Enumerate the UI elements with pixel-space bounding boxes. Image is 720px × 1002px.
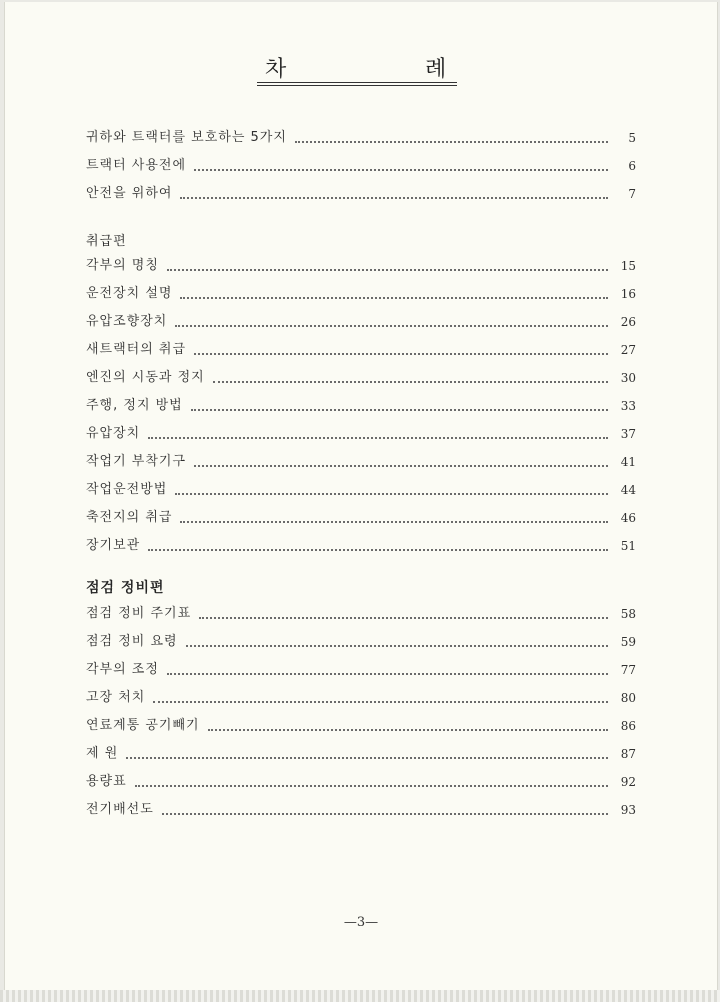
toc-entry-label: 각부의 명칭 bbox=[86, 258, 159, 273]
toc-entry-page: 41 bbox=[620, 455, 636, 469]
dot-leader bbox=[208, 729, 608, 731]
toc-entry bbox=[86, 714, 636, 734]
toc-entry-label: 트랙터 사용전에 bbox=[86, 158, 187, 173]
toc-entry-page: 37 bbox=[620, 427, 636, 441]
dot-leader bbox=[153, 701, 608, 703]
dot-leader bbox=[167, 269, 608, 271]
toc-entry bbox=[86, 182, 636, 202]
toc-entry-page: 92 bbox=[620, 775, 636, 789]
dot-leader bbox=[148, 437, 608, 439]
toc-entry bbox=[86, 422, 636, 442]
dot-leader bbox=[162, 813, 608, 815]
toc-entry-page: 46 bbox=[620, 511, 636, 525]
toc-entry-label: 고장 처치 bbox=[86, 690, 146, 705]
toc-entry bbox=[86, 366, 636, 386]
dot-leader bbox=[186, 645, 608, 647]
toc-entry bbox=[86, 478, 636, 498]
toc-entry-label: 점검 정비 요령 bbox=[86, 634, 178, 649]
toc-entry bbox=[86, 282, 636, 302]
toc-entry bbox=[86, 686, 636, 706]
title-underline-double bbox=[257, 85, 457, 86]
toc-entry-page: 44 bbox=[620, 483, 636, 497]
dot-leader bbox=[194, 169, 608, 171]
toc-entry-page: 86 bbox=[620, 719, 636, 733]
document-page bbox=[4, 2, 718, 990]
toc-entry bbox=[86, 602, 636, 622]
toc-entry-page: 30 bbox=[620, 371, 636, 385]
toc-entry-label: 엔진의 시동과 정지 bbox=[86, 370, 205, 385]
toc-entry-page: 16 bbox=[620, 287, 636, 301]
toc-entry-label: 연료계통 공기빼기 bbox=[86, 718, 200, 733]
section-heading: 취급편 bbox=[86, 234, 127, 249]
dot-leader bbox=[126, 757, 608, 759]
title-char-2: 례 bbox=[425, 57, 447, 82]
dot-leader bbox=[194, 353, 608, 355]
toc-entry-page: 26 bbox=[620, 315, 636, 329]
dot-leader bbox=[175, 325, 608, 327]
toc-entry-page: 5 bbox=[628, 131, 636, 145]
toc-entry bbox=[86, 338, 636, 358]
toc-entry-page: 87 bbox=[620, 747, 636, 761]
page-footer-number: —3— bbox=[343, 915, 379, 930]
toc-entry bbox=[86, 310, 636, 330]
dot-leader bbox=[191, 409, 608, 411]
dot-leader bbox=[175, 493, 608, 495]
toc-entry-label: 유압조향장치 bbox=[86, 314, 168, 329]
toc-entry bbox=[86, 534, 636, 554]
toc-entry-page: 6 bbox=[628, 159, 636, 173]
toc-entry bbox=[86, 506, 636, 526]
toc-entry bbox=[86, 154, 636, 174]
toc-entry-label: 각부의 조정 bbox=[86, 662, 159, 677]
toc-entry bbox=[86, 630, 636, 650]
toc-entry bbox=[86, 742, 636, 762]
dot-leader bbox=[135, 785, 608, 787]
title-char-1: 차 bbox=[265, 57, 287, 82]
toc-entry-label: 축전지의 취급 bbox=[86, 510, 173, 525]
toc-entry-page: 51 bbox=[620, 539, 636, 553]
toc-entry bbox=[86, 450, 636, 470]
toc-entry-label: 제 원 bbox=[86, 746, 119, 761]
toc-entry-page: 7 bbox=[628, 187, 636, 201]
dot-leader bbox=[194, 465, 608, 467]
toc-entry-label: 작업기 부착기구 bbox=[86, 454, 187, 469]
toc-entry bbox=[86, 126, 636, 146]
toc-entry-label: 점검 정비 주기표 bbox=[86, 606, 192, 621]
dot-leader bbox=[295, 141, 608, 143]
toc-title bbox=[257, 52, 457, 86]
toc-entry-page: 33 bbox=[620, 399, 636, 413]
toc-entry-page: 77 bbox=[620, 663, 636, 677]
dot-leader bbox=[180, 521, 608, 523]
toc-entry-label: 귀하와 트랙터를 보호하는 5가지 bbox=[86, 130, 287, 145]
toc-entry bbox=[86, 394, 636, 414]
toc-entry-label: 장기보관 bbox=[86, 538, 141, 553]
toc-entry-label: 새트랙터의 취급 bbox=[86, 342, 187, 357]
scan-edge bbox=[0, 990, 720, 1002]
dot-leader bbox=[148, 549, 608, 551]
section-heading: 점검 정비편 bbox=[86, 580, 165, 596]
toc-entry-page: 93 bbox=[620, 803, 636, 817]
title-underline bbox=[257, 82, 457, 83]
dot-leader bbox=[180, 297, 608, 299]
dot-leader bbox=[167, 673, 608, 675]
toc-entry bbox=[86, 254, 636, 274]
toc-entry-label: 전기배선도 bbox=[86, 802, 154, 817]
dot-leader bbox=[199, 617, 608, 619]
toc-entry-label: 안전을 위하여 bbox=[86, 186, 173, 201]
toc-entry bbox=[86, 658, 636, 678]
toc-entry-label: 용량표 bbox=[86, 774, 127, 789]
toc-entry-page: 15 bbox=[620, 259, 636, 273]
toc-entry bbox=[86, 798, 636, 818]
toc-entry-label: 유압장치 bbox=[86, 426, 141, 441]
toc-entry-page: 27 bbox=[620, 343, 636, 357]
toc-entry-page: 58 bbox=[620, 607, 636, 621]
toc-entry-label: 작업운전방법 bbox=[86, 482, 168, 497]
toc-entry bbox=[86, 770, 636, 790]
toc-entry-label: 운전장치 설명 bbox=[86, 286, 173, 301]
toc-entry-page: 59 bbox=[620, 635, 636, 649]
toc-entry-label: 주행, 정지 방법 bbox=[86, 398, 183, 413]
dot-leader bbox=[180, 197, 608, 199]
dot-leader bbox=[213, 381, 608, 383]
toc-entry-page: 80 bbox=[620, 691, 636, 705]
